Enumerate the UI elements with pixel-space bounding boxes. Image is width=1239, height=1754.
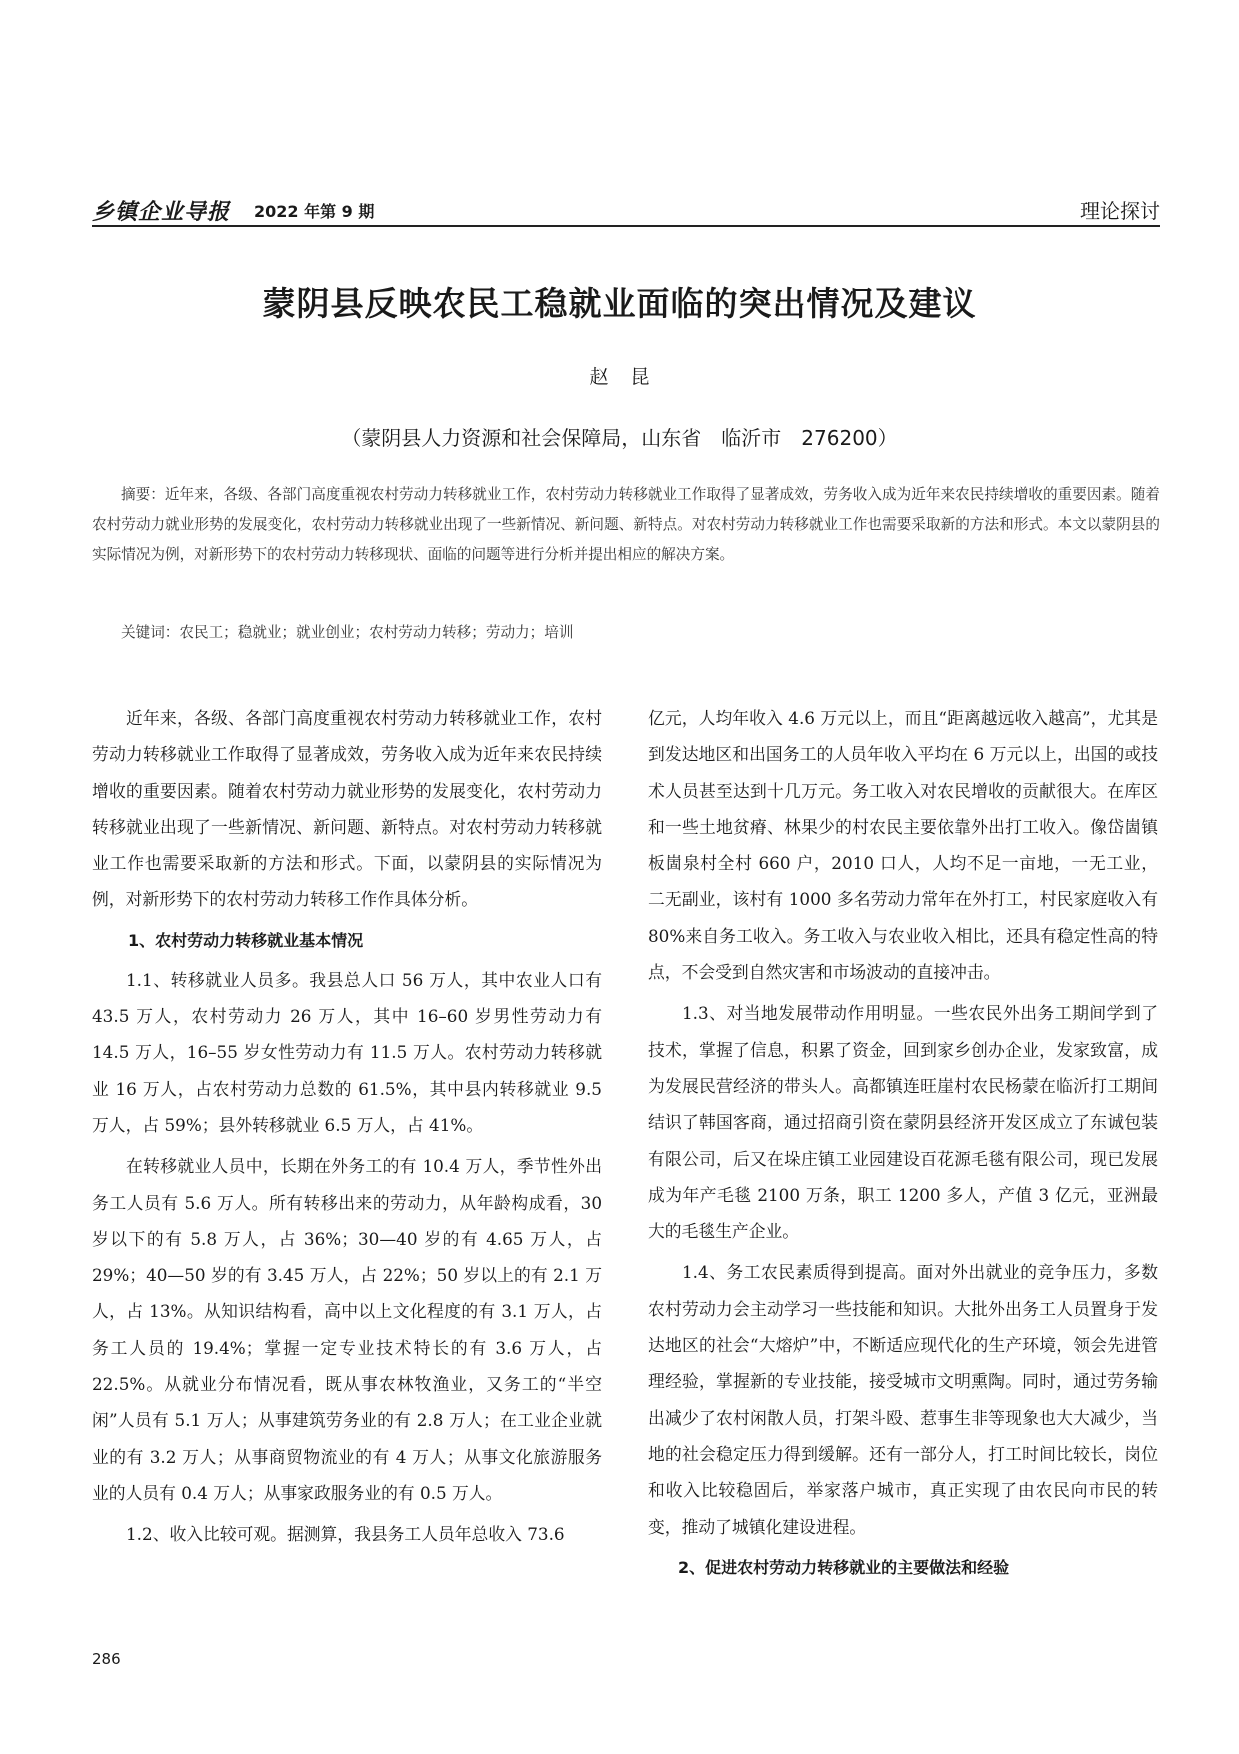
header-rule	[92, 225, 1160, 227]
paragraph: 1.1、转移就业人员多。我县总人口 56 万人，其中农业人口有 43.5 万人，农村劳动力 26 万人，其中 16–60 岁男性劳动力有 14.5 万人，16–55 岁女性劳动力有 11.5 万人。农村劳动力转移就业 16 万人，占农村劳动力总数的 61.5%，其中县内转移就业 9.5 万人，占 59%；县外转移就业 6.5 万人，占 41%。	[92, 969, 602, 1135]
column-name: 理论探讨	[1080, 199, 1160, 223]
page-number: 286	[92, 1650, 121, 1668]
left-column	[92, 700, 602, 1558]
paragraph: 1.4、务工农民素质得到提高。面对外出就业的竞争压力，多数农村劳动力会主动学习一些技能和知识。大批外出务工人员置身于发达地区的社会“大熔炉”中，不断适应现代化的生产环境，领会先进管理经验，掌握新的专业技能，接受城市文明熏陶。同时，通过劳务输出减少了农村闲散人员，打架斗殴、惹事生非等现象也大大减少，当地的社会稳定压力得到缓解。还有一部分人，打工时间比较长，岗位和收入比较稳固后，举家落户城市，真正实现了由农民向市民的转变，推动了城镇化建设进程。	[648, 1262, 1158, 1537]
abstract: 摘要：近年来，各级、各部门高度重视农村劳动力转移就业工作，农村劳动力转移就业工作取得了显著成效，劳务收入成为近年来农民持续增收的重要因素。随着农村劳动力就业形势的发展变化，农村劳动力转移就业出现了一些新情况、新问题、新特点。对农村劳动力转移就业工作也需要采取新的方法和形式。本文以蒙阴县的实际情况为例，对新形势下的农村劳动力转移现状、面临的问题等进行分析并提出相应的解决方案。	[92, 486, 1160, 563]
paragraph: 1.2、收入比较可观。据测算，我县务工人员年总收入 73.6	[126, 1524, 565, 1545]
article-title: 蒙阴县反映农民工稳就业面临的突出情况及建议	[262, 284, 977, 323]
keywords: 关键词：农民工；稳就业；就业创业；农村劳动力转移；劳动力；培训	[121, 624, 574, 641]
paragraph: 近年来，各级、各部门高度重视农村劳动力转移就业工作，农村劳动力转移就业工作取得了显著成效，劳务收入成为近年来农民持续增收的重要因素。随着农村劳动力就业形势的发展变化，农村劳动力转移就业出现了一些新情况、新问题、新特点。对农村劳动力转移就业工作也需要采取新的方法和形式。下面，以蒙阴县的实际情况为例，对新形势下的农村劳动力转移工作作具体分析。	[92, 708, 602, 910]
paragraph: 在转移就业人员中，长期在外务工的有 10.4 万人，季节性外出务工人员有 5.6 万人。所有转移出来的劳动力，从年龄构成看，30 岁以下的有 5.8 万人，占 36%；30—40 岁的有 4.65 万人，占 29%；40—50 岁的有 3.45 万人，占 22%；50 岁以上的有 2.1 万人，占 13%。从知识结构看，高中以上文化程度的有 3.1 万人，占务工人员的 19.4%；掌握一定专业技术特长的有 3.6 万人，占 22.5%。从就业分布情况看，既从事农林牧渔业，又务工的“半空闲”人员有 5.1 万人；从事建筑劳务业的有 2.8 万人；在工业企业就业的有 3.2 万人；从事商贸物流业的有 4 万人；从事文化旅游服务业的人员有 0.4 万人；从事家政服务业的有 0.5 万人。	[92, 1156, 602, 1503]
author-affiliation: （蒙阴县人力资源和社会保障局，山东省 临沂市 276200）	[341, 426, 898, 450]
section-heading: 1、农村劳动力转移就业基本情况	[128, 930, 364, 950]
paragraph: 1.3、对当地发展带动作用明显。一些农民外出务工期间学到了技术，掌握了信息，积累了资金，回到家乡创办企业，发家致富，成为发展民营经济的带头人。高都镇连旺崖村农民杨蒙在临沂打工期间结识了韩国客商，通过招商引资在蒙阴县经济开发区成立了东诚包装有限公司，后又在垛庄镇工业园建设百花源毛毯有限公司，现已发展成为年产毛毯 2100 万条，职工 1200 多人，产值 3 亿元，亚洲最大的毛毯生产企业。	[648, 1003, 1158, 1242]
article-author: 赵昆	[589, 366, 672, 388]
right-column	[648, 700, 1158, 1589]
section-heading: 2、促进农村劳动力转移就业的主要做法和经验	[678, 1557, 1010, 1577]
journal-name: 乡镇企业导报	[92, 200, 231, 225]
issue-label: 2022 年第 9 期	[254, 202, 375, 221]
running-header	[92, 195, 1160, 225]
paragraph-continued: 亿元，人均年收入 4.6 万元以上，而且“距离越远收入越高”，尤其是到发达地区和出国务工的人员年收入平均在 6 万元以上，出国的或技术人员甚至达到十几万元。务工收入对农民增收的贡献很大。在库区和一些土地贫瘠、林果少的村农民主要依靠外出打工收入。像岱崮镇板崮泉村全村 660 户，2010 口人，人均不足一亩地，一无工业，二无副业，该村有 1000 多名劳动力常年在外打工，村民家庭收入有 80%来自务工收入。务工收入与农业收入相比，还具有稳定性高的特点，不会受到自然灾害和市场波动的直接冲击。	[648, 708, 1158, 983]
